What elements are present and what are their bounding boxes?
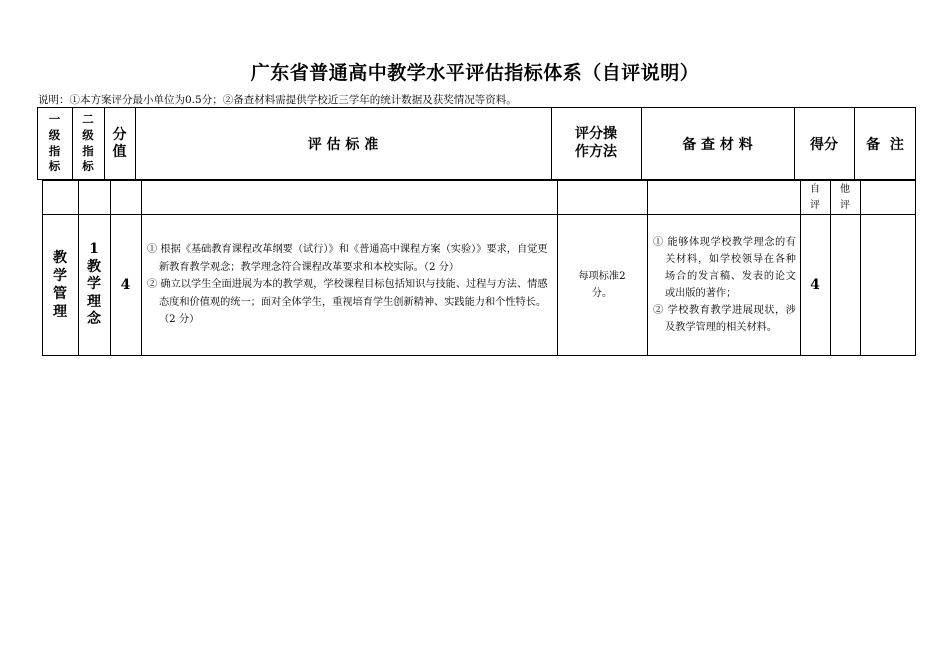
header-level1: 一 级 指 标 [48,112,61,174]
document-note: 说明：①本方案评分最小单位为0.5分；②备查材料需提供学校近三学年的统计数据及获奖情况等资料。 [38,94,517,106]
header-points: 得分 [810,136,838,153]
header-method: 评分操 作方法 [575,126,617,160]
row-level2: 1 教 学 理 念 [87,241,101,328]
header-criteria: 评 估 标 准 [307,136,379,153]
row-score: 4 [120,277,131,293]
header-level2: 二 级 指 标 [82,112,94,174]
header-remarks: 备 注 [866,136,904,153]
subheader-row [42,180,916,215]
subheader-self-eval: 自 评 [810,183,820,211]
row-other-score [830,214,860,356]
materials-item-1: ① 能够体现学校教学理念的有关材料，如学校领导在各种场合的发言稿、发表的论文或出版的著作； [653,237,796,299]
row-level1: 教 学 管 理 [53,249,67,321]
row-materials [647,214,800,356]
criteria-item-1: ① 根据《基础教育课程改革纲要（试行）》和《普通高中课程方案（实验）》要求，自觉更新教育教学观念；教学理念符合课程改革要求和本校实际。（2 分） [147,244,548,273]
row-criteria [141,214,557,356]
row-remarks [860,214,916,356]
row-self-score: 4 [810,277,820,293]
materials-item-2: ② 学校教育教学进展现状，涉及教学管理的相关材料。 [653,305,796,333]
row-method: 每项标准2 分。 [578,271,626,299]
header-score: 分 值 [112,126,127,160]
document-title: 广东省普通高中教学水平评估指标体系（自评说明） [250,62,700,84]
criteria-item-2: ② 确立以学生全面进展为本的教学观，学校课程目标包括知识与技能、过程与方法、情感态度和价值观的统一；面对全体学生，重视培育学生创新精神、实践能力和个性特长。（2 分） [147,279,548,326]
subheader-other-eval: 他 评 [840,183,850,211]
header-materials: 备 查 材 料 [682,136,753,153]
